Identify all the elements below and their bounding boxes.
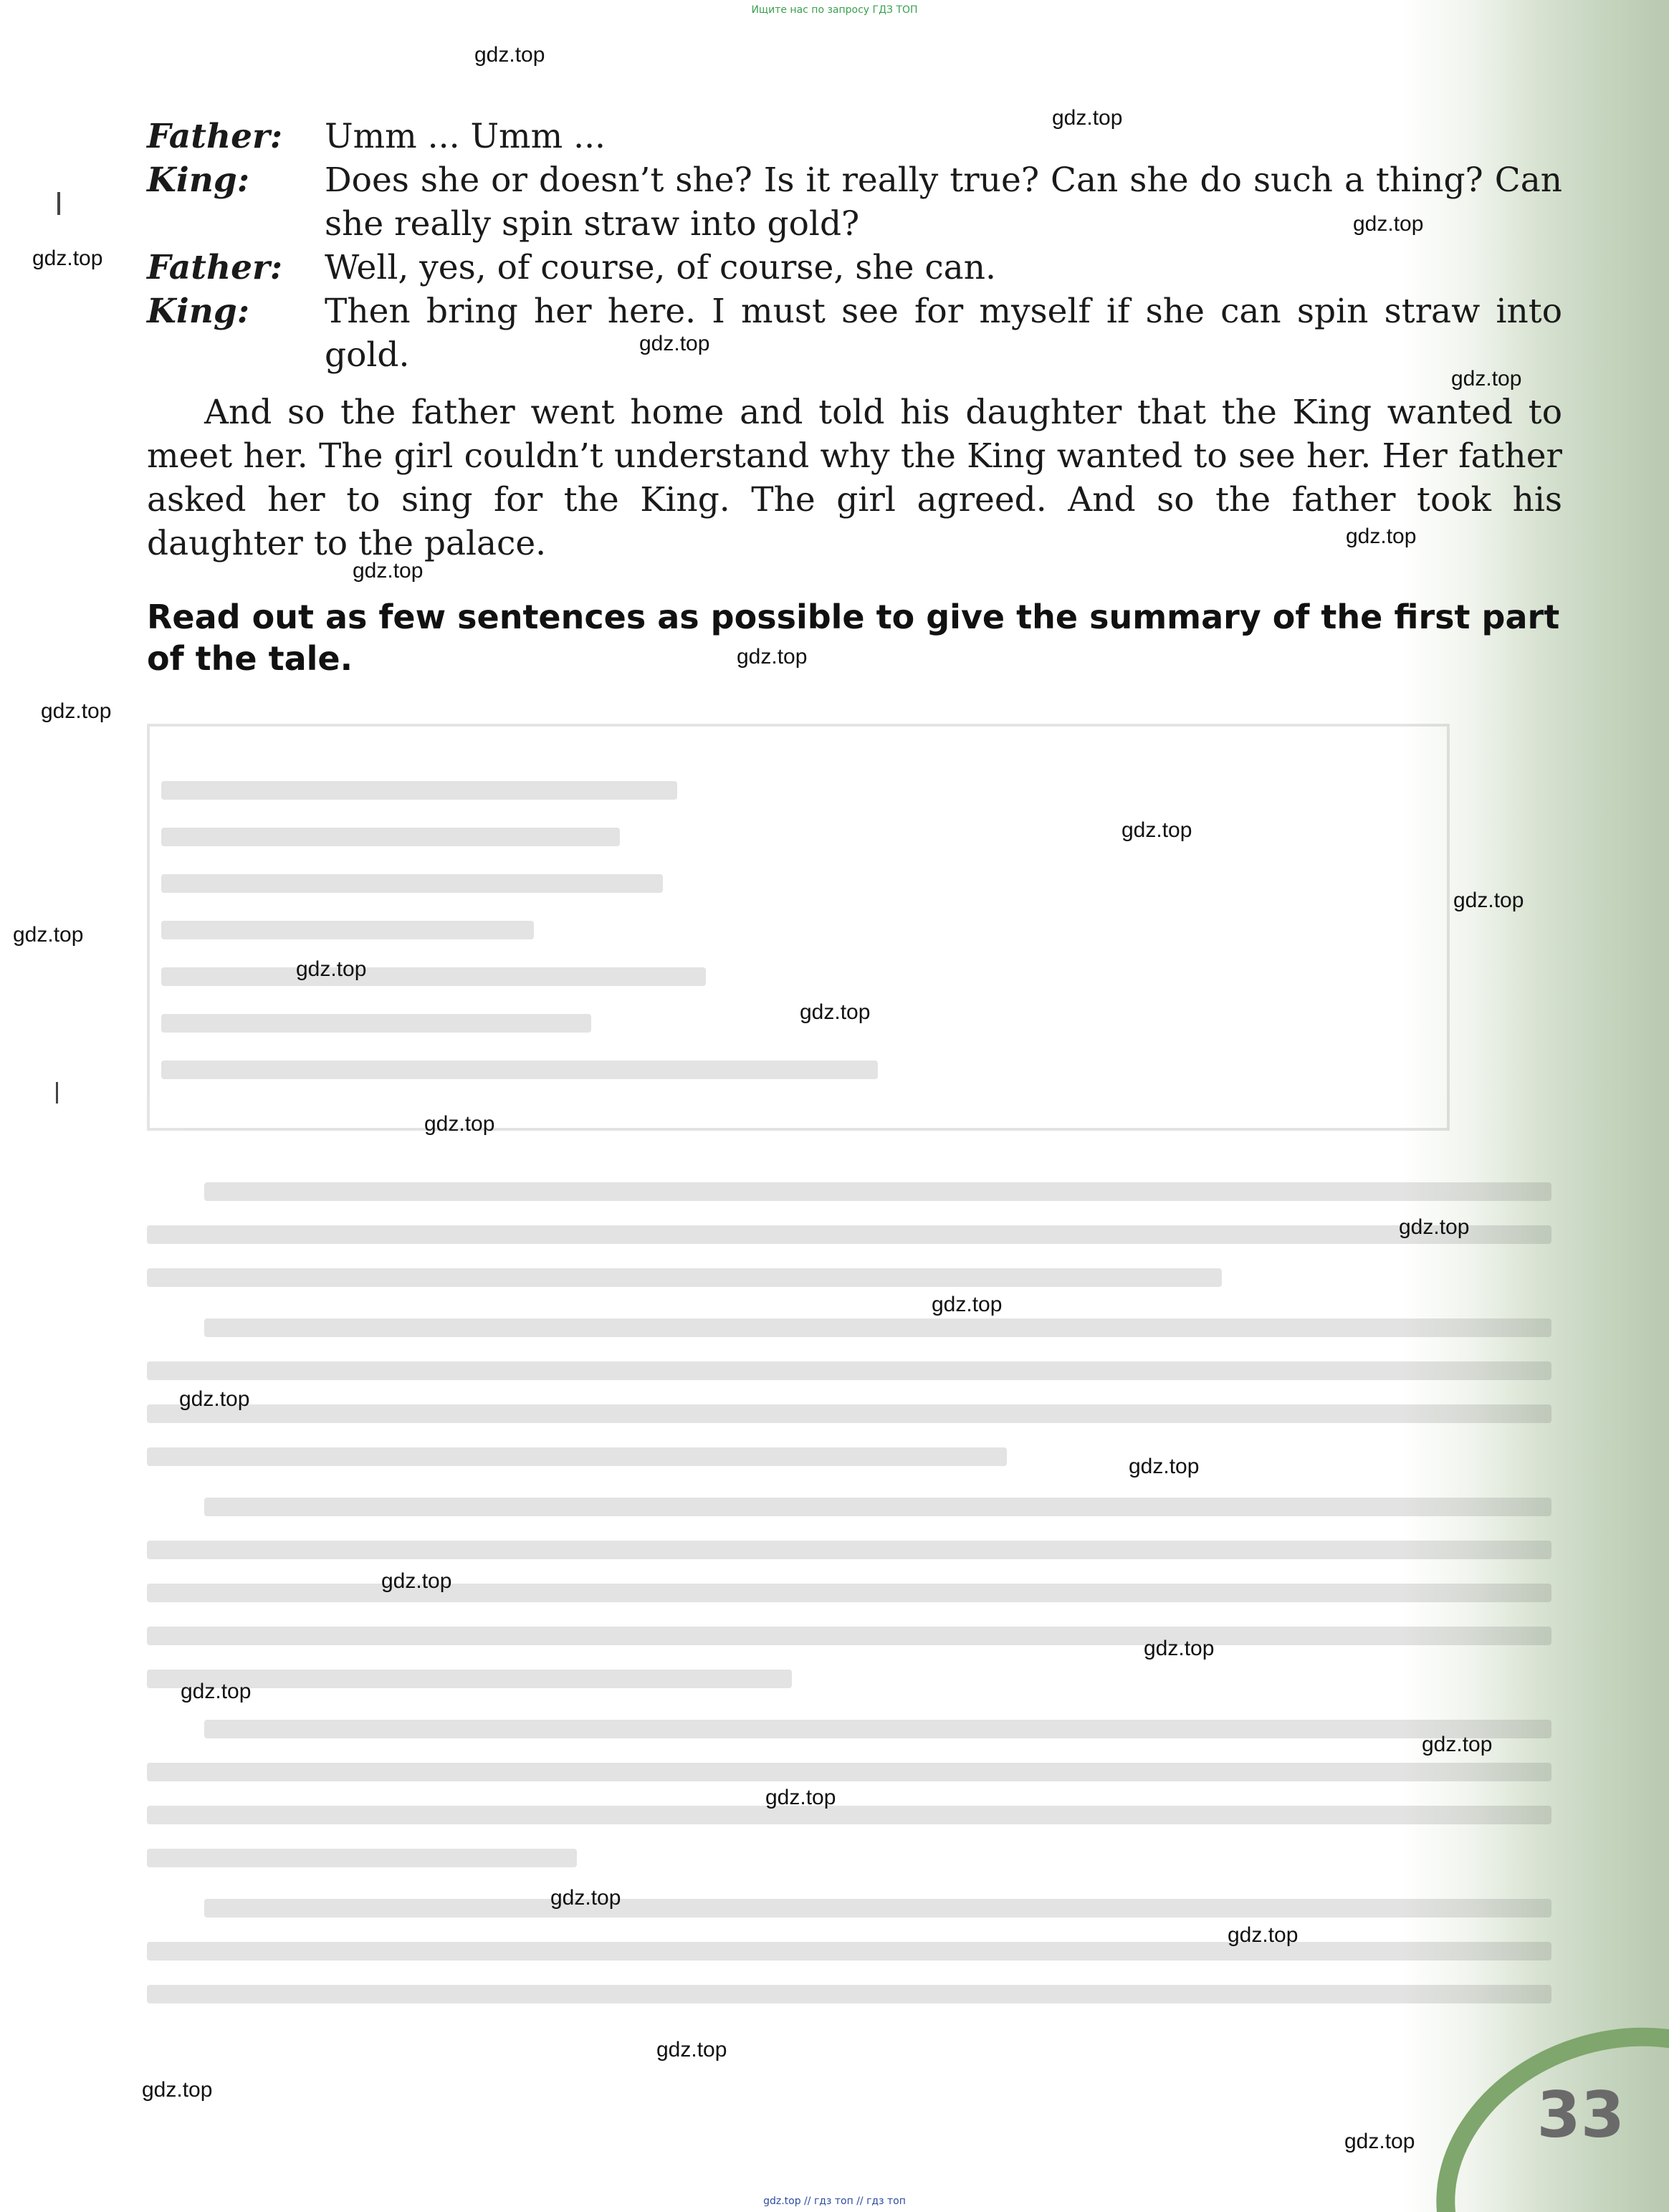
bleed-through-line: [147, 1806, 1551, 1824]
speech-text: Does she or doesn’t she? Is it really true? Can she do such a thing? Can she really spin straw into gold?: [325, 161, 1562, 244]
watermark: gdz.top: [1399, 1215, 1470, 1239]
watermark: gdz.top: [13, 923, 84, 947]
bleed-through-line: [161, 967, 706, 986]
dialogue-line: [147, 289, 1562, 377]
watermark: gdz.top: [1451, 367, 1522, 391]
bottom-banner: gdz.top // гдз топ // гдз топ: [763, 2196, 906, 2207]
task-instruction: Read out as few sentences as possible to give the summary of the first part of the tale.: [147, 598, 1560, 678]
bleed-through-line: [204, 1720, 1551, 1738]
watermark: gdz.top: [142, 2078, 213, 2102]
watermark: gdz.top: [1422, 1733, 1493, 1756]
bleed-through-line: [147, 1541, 1551, 1559]
bleed-through-line: [147, 1763, 1551, 1781]
watermark: gdz.top: [1344, 2130, 1415, 2153]
bleed-through-line: [147, 1985, 1551, 2003]
watermark: gdz.top: [1129, 1455, 1200, 1478]
speech-text: Well, yes, of course, of course, she can.: [325, 248, 996, 287]
watermark: gdz.top: [1144, 1637, 1215, 1660]
bleed-through-line: [161, 921, 534, 939]
bleed-through-line: [204, 1498, 1551, 1516]
bleed-through-line: [161, 1060, 878, 1079]
watermark: gdz.top: [737, 645, 808, 669]
bleed-through-line: [147, 1268, 1222, 1287]
speaker-label: King:: [147, 161, 250, 200]
dialogue-line: [147, 115, 1562, 158]
watermark: gdz.top: [474, 43, 545, 67]
watermark: gdz.top: [32, 246, 103, 270]
watermark: gdz.top: [353, 559, 424, 583]
speaker-label: Father:: [147, 248, 283, 287]
bleed-through-box: [147, 724, 1450, 1131]
watermark: gdz.top: [800, 1000, 871, 1024]
watermark: gdz.top: [41, 699, 112, 723]
margin-mark: [57, 192, 60, 215]
bleed-through-line: [204, 1899, 1551, 1917]
watermark: gdz.top: [179, 1387, 250, 1411]
watermark: gdz.top: [1346, 525, 1417, 548]
bleed-through-line: [204, 1182, 1551, 1201]
bleed-through-line: [204, 1318, 1551, 1337]
narrative-paragraph: And so the father went home and told his daughter that the King wanted to meet her. The girl couldn’t understand why the King wanted to see her. Her father asked her to sing for the King. The girl agreed. And so the father took his daughter to the palace.: [147, 393, 1562, 563]
bleed-through-line: [161, 828, 620, 846]
speaker-label: Father:: [147, 117, 283, 156]
bleed-through-line: [161, 781, 677, 800]
bleed-through-line: [147, 1627, 1551, 1645]
watermark: gdz.top: [424, 1112, 495, 1136]
watermark: gdz.top: [765, 1786, 836, 1809]
watermark: gdz.top: [296, 957, 367, 981]
dialogue-line: [147, 158, 1562, 246]
watermark: gdz.top: [1453, 889, 1524, 912]
watermark: gdz.top: [181, 1680, 252, 1703]
watermark: gdz.top: [656, 2038, 727, 2062]
bleed-through-line: [147, 1849, 577, 1867]
bleed-through-text: [147, 724, 1562, 2028]
bleed-through-line: [147, 1225, 1551, 1244]
watermark: gdz.top: [1052, 106, 1123, 130]
watermark: gdz.top: [639, 332, 710, 355]
top-banner: Ищите нас по запросу ГДЗ ТОП: [751, 4, 918, 16]
dialogue-line: [147, 246, 1562, 289]
bleed-through-line: [147, 1447, 1007, 1466]
watermark: gdz.top: [381, 1569, 452, 1593]
bleed-through-line: [147, 1584, 1551, 1602]
watermark: gdz.top: [1228, 1923, 1299, 1947]
dialogue: [147, 115, 1562, 377]
page-number: 33: [1536, 2078, 1625, 2152]
speech-text: Then bring her here. I must see for myself if she can spin straw into gold.: [325, 292, 1562, 375]
watermark: gdz.top: [932, 1293, 1003, 1316]
bleed-through-line: [147, 1361, 1551, 1380]
speaker-label: King:: [147, 292, 250, 331]
watermark: gdz.top: [1122, 818, 1192, 842]
page-number-arc: [1396, 1981, 1669, 2212]
watermark: gdz.top: [1353, 212, 1424, 236]
bleed-through-line: [161, 874, 663, 893]
speech-text: Umm ... Umm ...: [325, 117, 606, 156]
bleed-through-line: [147, 1942, 1551, 1960]
margin-mark: [56, 1082, 58, 1103]
bleed-through-line: [147, 1404, 1551, 1423]
watermark: gdz.top: [550, 1886, 621, 1910]
bleed-through-line: [161, 1014, 591, 1033]
